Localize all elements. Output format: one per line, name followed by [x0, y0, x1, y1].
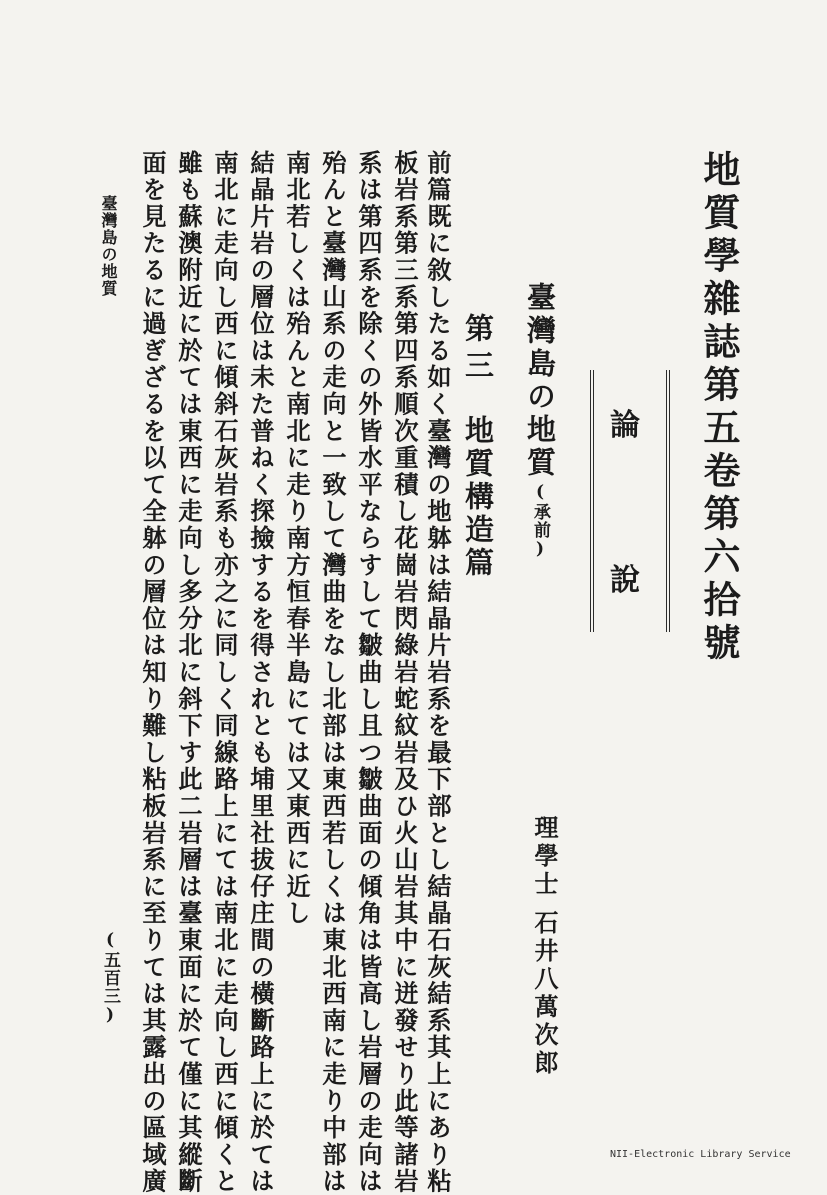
- running-head: 臺灣島の地質: [99, 195, 118, 297]
- chapter-title: 地質構造篇: [461, 415, 495, 580]
- chapter-number: 第三: [461, 313, 495, 387]
- article-title: 臺灣島の地質: [523, 282, 557, 480]
- journal-title: 地質學雜誌第五卷第六拾號: [697, 150, 741, 666]
- body-column-4: 殆んと臺灣山系の走向と一致して灣曲をなし北部は東西若しくは東北西南に走り中部は: [318, 150, 347, 1195]
- footer-credit: NII-Electronic Library Service: [610, 1149, 791, 1160]
- body-column-9: 面を見たるに過ぎざるを以て全躰の層位は知り難し粘板岩系に至りては其露出の區域廣: [138, 150, 167, 1195]
- body-column-5: 南北若しくは殆んと南北に走り南方恒春半島にては又東西に近し: [282, 150, 311, 928]
- body-column-7: 南北に走向し西に傾斜石灰岩系も亦之に同しく同線路上にては南北に走向し西に傾くと: [210, 150, 239, 1195]
- author-degree: 理學士: [530, 815, 559, 899]
- body-column-8: 雖も蘇澳附近に於ては東西に走向し多分北に斜下す此二岩層は臺東面に於て僅に其縱斷: [174, 150, 203, 1195]
- body-column-3: 系は第四系を除くの外皆水平ならすして皺曲し且つ皺曲面の傾角は皆高し岩層の走向は: [354, 150, 383, 1195]
- author-name: 石井八萬次郎: [530, 910, 559, 1078]
- page-number: (五百三): [100, 930, 120, 1026]
- article-continued-note: (承前): [530, 482, 550, 560]
- section-label-char-1: 論: [610, 408, 640, 443]
- section-label-char-2: 說: [610, 563, 640, 598]
- body-column-6: 結晶片岩の層位は未た普ねく探撿するを得されとも埔里社拔仔庄間の橫斷路上に於ては: [246, 150, 275, 1195]
- body-column-1: 前篇既に敘したる如く臺灣の地躰は結晶片岩系を最下部とし結晶石灰結系其上にあり粘: [423, 150, 452, 1195]
- body-column-2: 板岩系第三系第四系順次重積し花崗岩閃綠岩蛇紋岩及ひ火山岩其中に迸發せり此等諸岩: [390, 150, 419, 1195]
